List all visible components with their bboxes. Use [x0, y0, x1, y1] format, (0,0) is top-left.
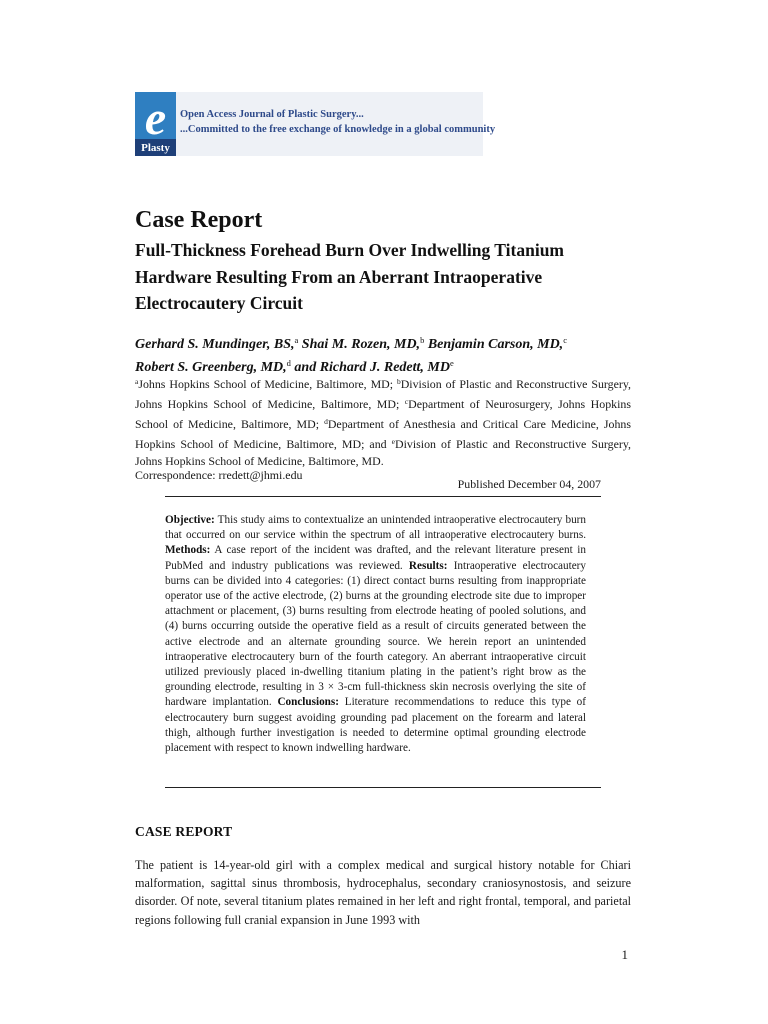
author-affiliation-mark: d	[286, 358, 291, 368]
abstract-text: A case report of the incident was drafted, and the relevant literature present in PubMed and industry publications was reviewed.	[165, 544, 586, 572]
author-list	[135, 331, 635, 377]
abstract-text: Intraoperative electrocautery burns can be divided into 4 categories: (1) direct contact burns resulting from inappropriate operator use of the active electrode, (2) burns at the grounding electrode site due to improper attachment or placement, (3) burns resulting from electrode heating of pooled solutions, and (4) burns occurring outside the operative field as a result of circuits generated between the active electrode and an alternate grounding source. We herein report an unintended intraoperative electrocautery burn of the fourth category. An aberrant intraoperative circuit utilized previously placed in-dwelling titanium plating in the patient’s right brow as the grounding electrode, resulting in 3 × 3-cm full-thickness skin necrosis overlying the site of hardware implantation.	[165, 559, 586, 709]
affiliation-mark: d	[324, 417, 328, 426]
section-label: Case Report	[135, 207, 263, 233]
abstract-text: This study aims to contextualize an unintended intraoperative electrocautery burn that occurred on our service within the spectrum of all intraoperative electrocautery burns.	[165, 514, 586, 542]
journal-tagline-1: Open Access Journal of Plastic Surgery...	[180, 109, 364, 120]
author-affiliation-mark: a	[294, 335, 299, 345]
affiliation-mark: b	[396, 377, 401, 386]
author-name: and Richard J. Redett, MD	[294, 360, 450, 375]
author-name: Robert S. Greenberg, MD,	[135, 360, 287, 375]
author-affiliation-mark: c	[563, 335, 567, 345]
author-name: Gerhard S. Mundinger, BS,	[135, 337, 295, 352]
correspondence: Correspondence: rredett@jhmi.edu	[135, 468, 303, 482]
page-number: 1	[621, 947, 628, 962]
abstract-label: Methods:	[165, 544, 211, 557]
author-affiliation-mark: e	[450, 358, 454, 368]
affiliation-text: Division of Plastic and Reconstructive Surgery, Johns Hopkins School of Medicine, Baltimore, MD;	[135, 377, 631, 411]
logo-letter: e	[144, 92, 167, 145]
affiliation-text: Johns Hopkins School of Medicine, Baltimore, MD;	[138, 377, 394, 391]
affiliation-text: Division of Plastic and Reconstructive Surgery, Johns Hopkins School of Medicine, Baltimore, MD.	[135, 437, 631, 468]
affiliation-text: Department of Anesthesia and Critical Care Medicine, Johns Hopkins School of Medicine, Baltimore, MD; and	[135, 417, 631, 451]
eplasty-logo	[135, 92, 176, 156]
abstract-label: Conclusions:	[277, 696, 339, 709]
abstract-bottom-rule	[165, 787, 601, 788]
affiliations	[135, 373, 631, 470]
affiliation-text: Department of Neurosurgery, Johns Hopkins School of Medicine, Baltimore, MD;	[135, 397, 631, 431]
section-heading: CASE REPORT	[135, 824, 233, 839]
author-name: Shai M. Rozen, MD,	[301, 337, 421, 352]
published-date: Published December 04, 2007	[457, 477, 601, 491]
affiliation-mark: c	[404, 397, 409, 406]
logo-word: Plasty	[141, 142, 170, 154]
affiliation-mark: a	[135, 377, 139, 386]
abstract-label: Results:	[408, 559, 448, 572]
journal-banner	[135, 92, 496, 156]
author-affiliation-mark: b	[420, 335, 425, 345]
body-paragraph: The patient is 14-year-old girl with a complex medical and surgical history notable for Chiari malformation, sagittal sinus thrombosis, hydrocephalus, secondary craniosynostosis, and seizure disorder. Of note, several titanium plates remained in her left and right frontal, temporal, and parietal regions following full cranial expansion in June 1993 with	[135, 858, 631, 927]
journal-tagline-2: ...Committed to the free exchange of knowledge in a global community	[180, 124, 496, 135]
abstract-text: Literature recommendations to reduce this type of electrocautery burn suggest avoiding grounding pad placement on the forearm and lateral thigh, although further investigation is needed to determine optimal grounding electrode placement with respect to known indwelling hardware.	[165, 696, 587, 755]
article-title: Full-Thickness Forehead Burn Over Indwelling Titanium Hardware Resulting From an Aberrant Intraoperative Electrocautery Circuit	[135, 240, 564, 313]
abstract	[165, 513, 586, 756]
abstract-top-rule	[165, 496, 601, 497]
affiliation-mark: e	[391, 437, 396, 446]
abstract-label: Objective:	[165, 514, 215, 526]
author-name: Benjamin Carson, MD,	[427, 337, 564, 352]
